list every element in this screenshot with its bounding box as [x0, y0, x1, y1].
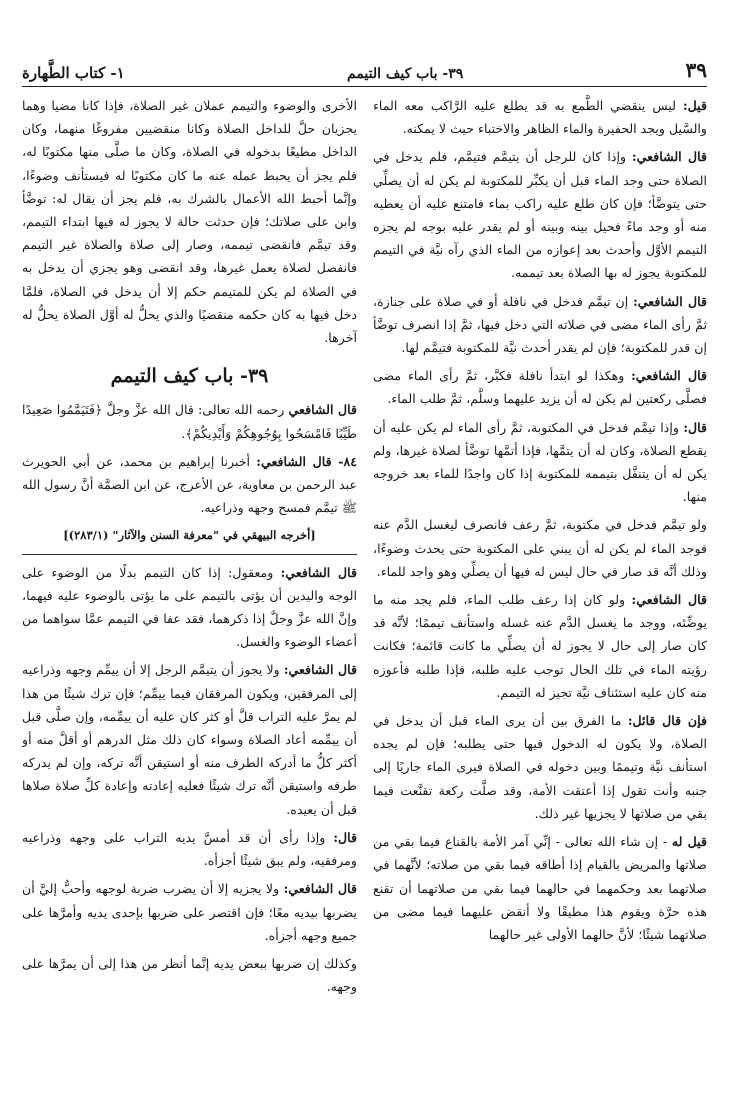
left-column-rulings: [22, 561, 357, 999]
paragraph-lead: قيل:: [682, 98, 707, 113]
paragraph-text: ما الفرق بين أن يرى الماء قبل أن يدخل في الصلاة، ولا يكون له الدخول فيها حتى يطلبه؛ فإن لم يجده استأنف نيَّة وتيممًا وبين دخوله في الصلاة فيرى الماء جاريًا إلى جنبه وأنت تقول إذا أعتقت الأمة، وقد صلَّت ركعة تقنَّعت فيما بقي من صلاتها لا يجزيها غير ذلك.: [373, 713, 707, 821]
paragraph-lead: قال الشافعي:: [631, 368, 707, 384]
paragraph-lead: فإن قال قائل:: [627, 713, 707, 729]
paragraph: [373, 416, 707, 509]
reference-divider: [22, 554, 357, 555]
paragraph-lead: قال الشافعي:: [631, 592, 707, 608]
paragraph: [22, 450, 357, 520]
paragraph: [22, 877, 357, 947]
paragraph-text: - إن شاء الله تعالى - إنِّي آمر الأمة بالقناع فيما بقي من صلاتها والمريض بالقيام إذا أطاقه فيما بقي من صلاته؛ لأنَّهما في صلاتهما بعد وحكمهما في حالهما فيما بقي من صلاتهما أن تقنع هذه حرَّة ويقوم هذا مطيقًا ولا أنقض عليهما فيما مضى من صلاتهما شيئًا؛ لأنَّ حالهما الأولى غير حالهما: [373, 834, 707, 942]
paragraph-lead: قال الشافعي:: [280, 564, 357, 580]
paragraph: [373, 513, 707, 583]
paragraph-text: ولا يجوز أن يتيمَّم الرجل إلا أن ييمِّم وجهه وذراعيه إلى المرفقين، ويكون المرفقان فيما ييمِّم؛ فإن ترك شيئًا من هذا لم يمرَّ عليه التراب قلَّ أو كثر كان عليه أن ييمِّمه، وإن صلَّى قبل أن ييمِّمه أعاد الصلاة وسواء كان ذلك مثل الدرهم أو أقلَّ منه أو أكثر كلُّ ما أدركه الطرف منه أو استيقن أنَّه تركه، وإن لم يدركه طرفه واستيقن أنَّه ترك شيئًا فعليه إعادته وإعادة كلِّ صلاة صلاها قبل أن يعيده.: [22, 662, 357, 817]
page-header: [22, 57, 707, 87]
paragraph-lead: ٨٤- قال الشافعي:: [256, 453, 357, 469]
paragraph: [373, 830, 707, 946]
paragraph-lead: قال الشافعي:: [632, 149, 707, 165]
paragraph-text: وكذلك إن ضربها ببعض يديه إنَّما أنظر من هذا إلى أن يمرَّها على وجهه.: [22, 955, 357, 995]
paragraph-lead: قال الشافعي:: [633, 293, 707, 309]
paragraph-text: ومعقول: إذا كان التيمم بدلًا من الوضوء على الوجه واليدين أن يؤتى بالتيمم على ما يؤتى بالوضوء عليه فيهما، وإنَّ الله عزَّ وجلَّ إذا ذكرهما، فقد عفا في التيمم عمَّا سواهما من أعضاء الوضوء والغسل.: [22, 564, 357, 650]
paragraph: [22, 94, 357, 349]
paragraph-lead: قال الشافعي: [288, 402, 357, 418]
left-column-top-text: [22, 94, 357, 349]
paragraph: [22, 658, 357, 820]
right-column: [373, 94, 707, 1094]
paragraph-text: وهكذا لو ابتدأ نافلة فكبَّر، ثمَّ رأى الماء مضى فصلَّى ركعتين لم يكن له أن يزيد عليهما وسلَّم، ثمَّ طلب الماء.: [373, 368, 707, 407]
left-column: [22, 94, 357, 1094]
paragraph: [22, 952, 357, 998]
paragraph-text: ليس ينقضي الطَّمع به قد يطلع عليه الرَّاكب معه الماء والسَّيل ويجد الحفيرة والماء الظاهر والاختباء حيث لا يمكنه.: [373, 98, 707, 137]
page-number: ٣٩: [685, 58, 707, 82]
section-title: ٣٩- باب كيف التيمم: [110, 365, 269, 388]
paragraph-text: وإذا تيمَّم فدخل في المكتوبة، ثمَّ رأى الماء لم يكن عليه أن يقطع الصلاة، وكان له أن يتمَّها، فإذا أتمَّها توضَّأ لصلاة غيرها، ولم يكن له أن يتنفَّل بتيممه للمكتوبة إذا كان واجدًا للماء بعد خروجه منها.: [373, 419, 707, 505]
paragraph-lead: قال الشافعي:: [283, 881, 357, 897]
hadith-reference: [أخرجه البيهقي في "معرفة السنن والآثار" (٢٨٣/١)]: [63, 528, 316, 543]
paragraph-text: ولو كان إذا رعف طلب الماء، فلم يجد منه ما يوضِّئه، ووجد ما يغسل الدَّم عنه غسله واستأنف تيممًا؛ لأنَّه قد كان صار إلى حال لا يجوز له أن يصلِّي ما كانت قائمة؛ فكانت رؤيته الماء في تلك الحال توجب عليه طلبه، فإذا طلبه فأعوزه منه كان عليه استئناف نيَّة تجيز له التيمم.: [373, 592, 707, 700]
paragraph-text: الأخرى والوضوء والتيمم عملان غير الصلاة، فإذا كانا مضيا وهما يجزيان حلَّ للداخل الصلاة وكانا منقضيين مفروغًا منهما، وكان الداخل مطيعًا بدخوله في الصلاة، وكان ما صلَّى منها مكتوبًا له، فلم يجز أن يحبط عمله عنه ما كان مكتوبًا له فيستأنف وضوءًا، وإنَّما أحبط الله الأعمال بالشرك به، فلم يجز أن يقال له: توضَّأ وابن على صلاتك؛ فإن حدثت حالة لا يجوز له فيها ابتداء التيمم، وقد تيمَّم فانقضى تيممه، وصار إلى صلاة والصلاة غير التيمم فانفصل لصلاة يعمل غيرها، وقد انقضى وهو يجزي أن يدخل به في الصلاة لم يكن للمتيمم حكم إلا أن يدخل في الصلاة، فلمَّا دخل فيها به كان حكمه منقضيًا والذي يحلُّ له أوَّل الصلاة يحلُّ له آخرها.: [22, 98, 357, 346]
paragraph-text: وإذا كان للرجل أن يتيمَّم فتيمَّم، فلم يدخل في الصلاة حتى وجد الماء قبل أن يكبِّر للمكتوبة لم يكن له أن يصلِّي حتى يتوضَّأ؛ فإن كان طلع عليه راكب بماء فامتنع عليه أن يعطيه منه أو وجد ماءً فحيل بينه وبينه أو لم يقدر عليه بوجه لم يجزه التيمم الأوَّل وأحدث بعد إعوازه من الماء الذي رآه نيَّة في التيمم للمكتوبة يجوز له بها الصلاة بعد تيممه.: [373, 149, 707, 281]
book-title: ١- كتاب الطَّهارة: [22, 64, 125, 82]
chapter-title: ٣٩- باب كيف التيمم: [347, 66, 464, 82]
paragraph-text: ولو تيمَّم فدخل في مكتوبة، ثمَّ رعف فانصرف ليغسل الدَّم عنه فوجد الماء لم يكن له أن يبني على المكتوبة حتى يحدث وضوءًا، وذلك أنَّه قد صار في حال ليس له فيها أن يصلِّي وهو واجد للماء.: [373, 517, 707, 579]
paragraph: [373, 145, 707, 284]
left-column-hadith: [22, 398, 357, 519]
paragraph: [373, 94, 707, 140]
paragraph-lead: قال:: [333, 829, 357, 845]
paragraph: [373, 290, 707, 360]
paragraph: [373, 588, 707, 704]
paragraph: [373, 364, 707, 410]
paragraph: [22, 561, 357, 654]
paragraph: [22, 398, 357, 444]
paragraph-text: وإذا رأى أن قد أمسَّ يديه التراب على وجهه وذراعيه ومرفقيه، ولم يبق شيئًا أجزأه.: [22, 829, 357, 869]
paragraph-text: رحمه الله تعالى: قال الله عزَّ وجلَّ ﴿فَتَيَمَّمُوا صَعِيدًا طَيِّبًا فَامْسَحُوا بِوُجُوهِكُمْ وَأَيْدِيكُمْ﴾.: [22, 402, 357, 441]
paragraph-text: إن تيمَّم فدخل في نافلة أو في صلاة على جنازة، ثمَّ رأى الماء مضى في صلاته التي دخل فيها، ثمَّ إذا انصرف توضَّأ إن قدر للمكتوبة؛ فإن لم يقدر أحدث نيَّة للمكتوبة فتيمَّم لها.: [373, 293, 707, 356]
paragraph-lead: قيل له: [671, 834, 707, 850]
paragraph: [22, 826, 357, 872]
paragraph: [373, 709, 707, 825]
paragraph-lead: قال الشافعي:: [283, 662, 357, 678]
paragraph-text: ولا يجزيه إلا أن يضرب ضربة لوجهه وأحبُّ إليَّ أن يضربها بيديه معًا؛ فإن اقتصر على ضربها بإحدى يديه وأمرَّها على جميع وجهه أجزأه.: [22, 881, 357, 943]
paragraph-text: أخبرنا إبراهيم بن محمد، عن أبي الحويرث عبد الرحمن بن معاوية، عن الأعرج، عن ابن الصمَّة أنَّ رسول الله ﷺ تيمَّم فمسح وجهه وذراعيه.: [22, 453, 357, 516]
paragraph-lead: قال:: [683, 419, 707, 435]
